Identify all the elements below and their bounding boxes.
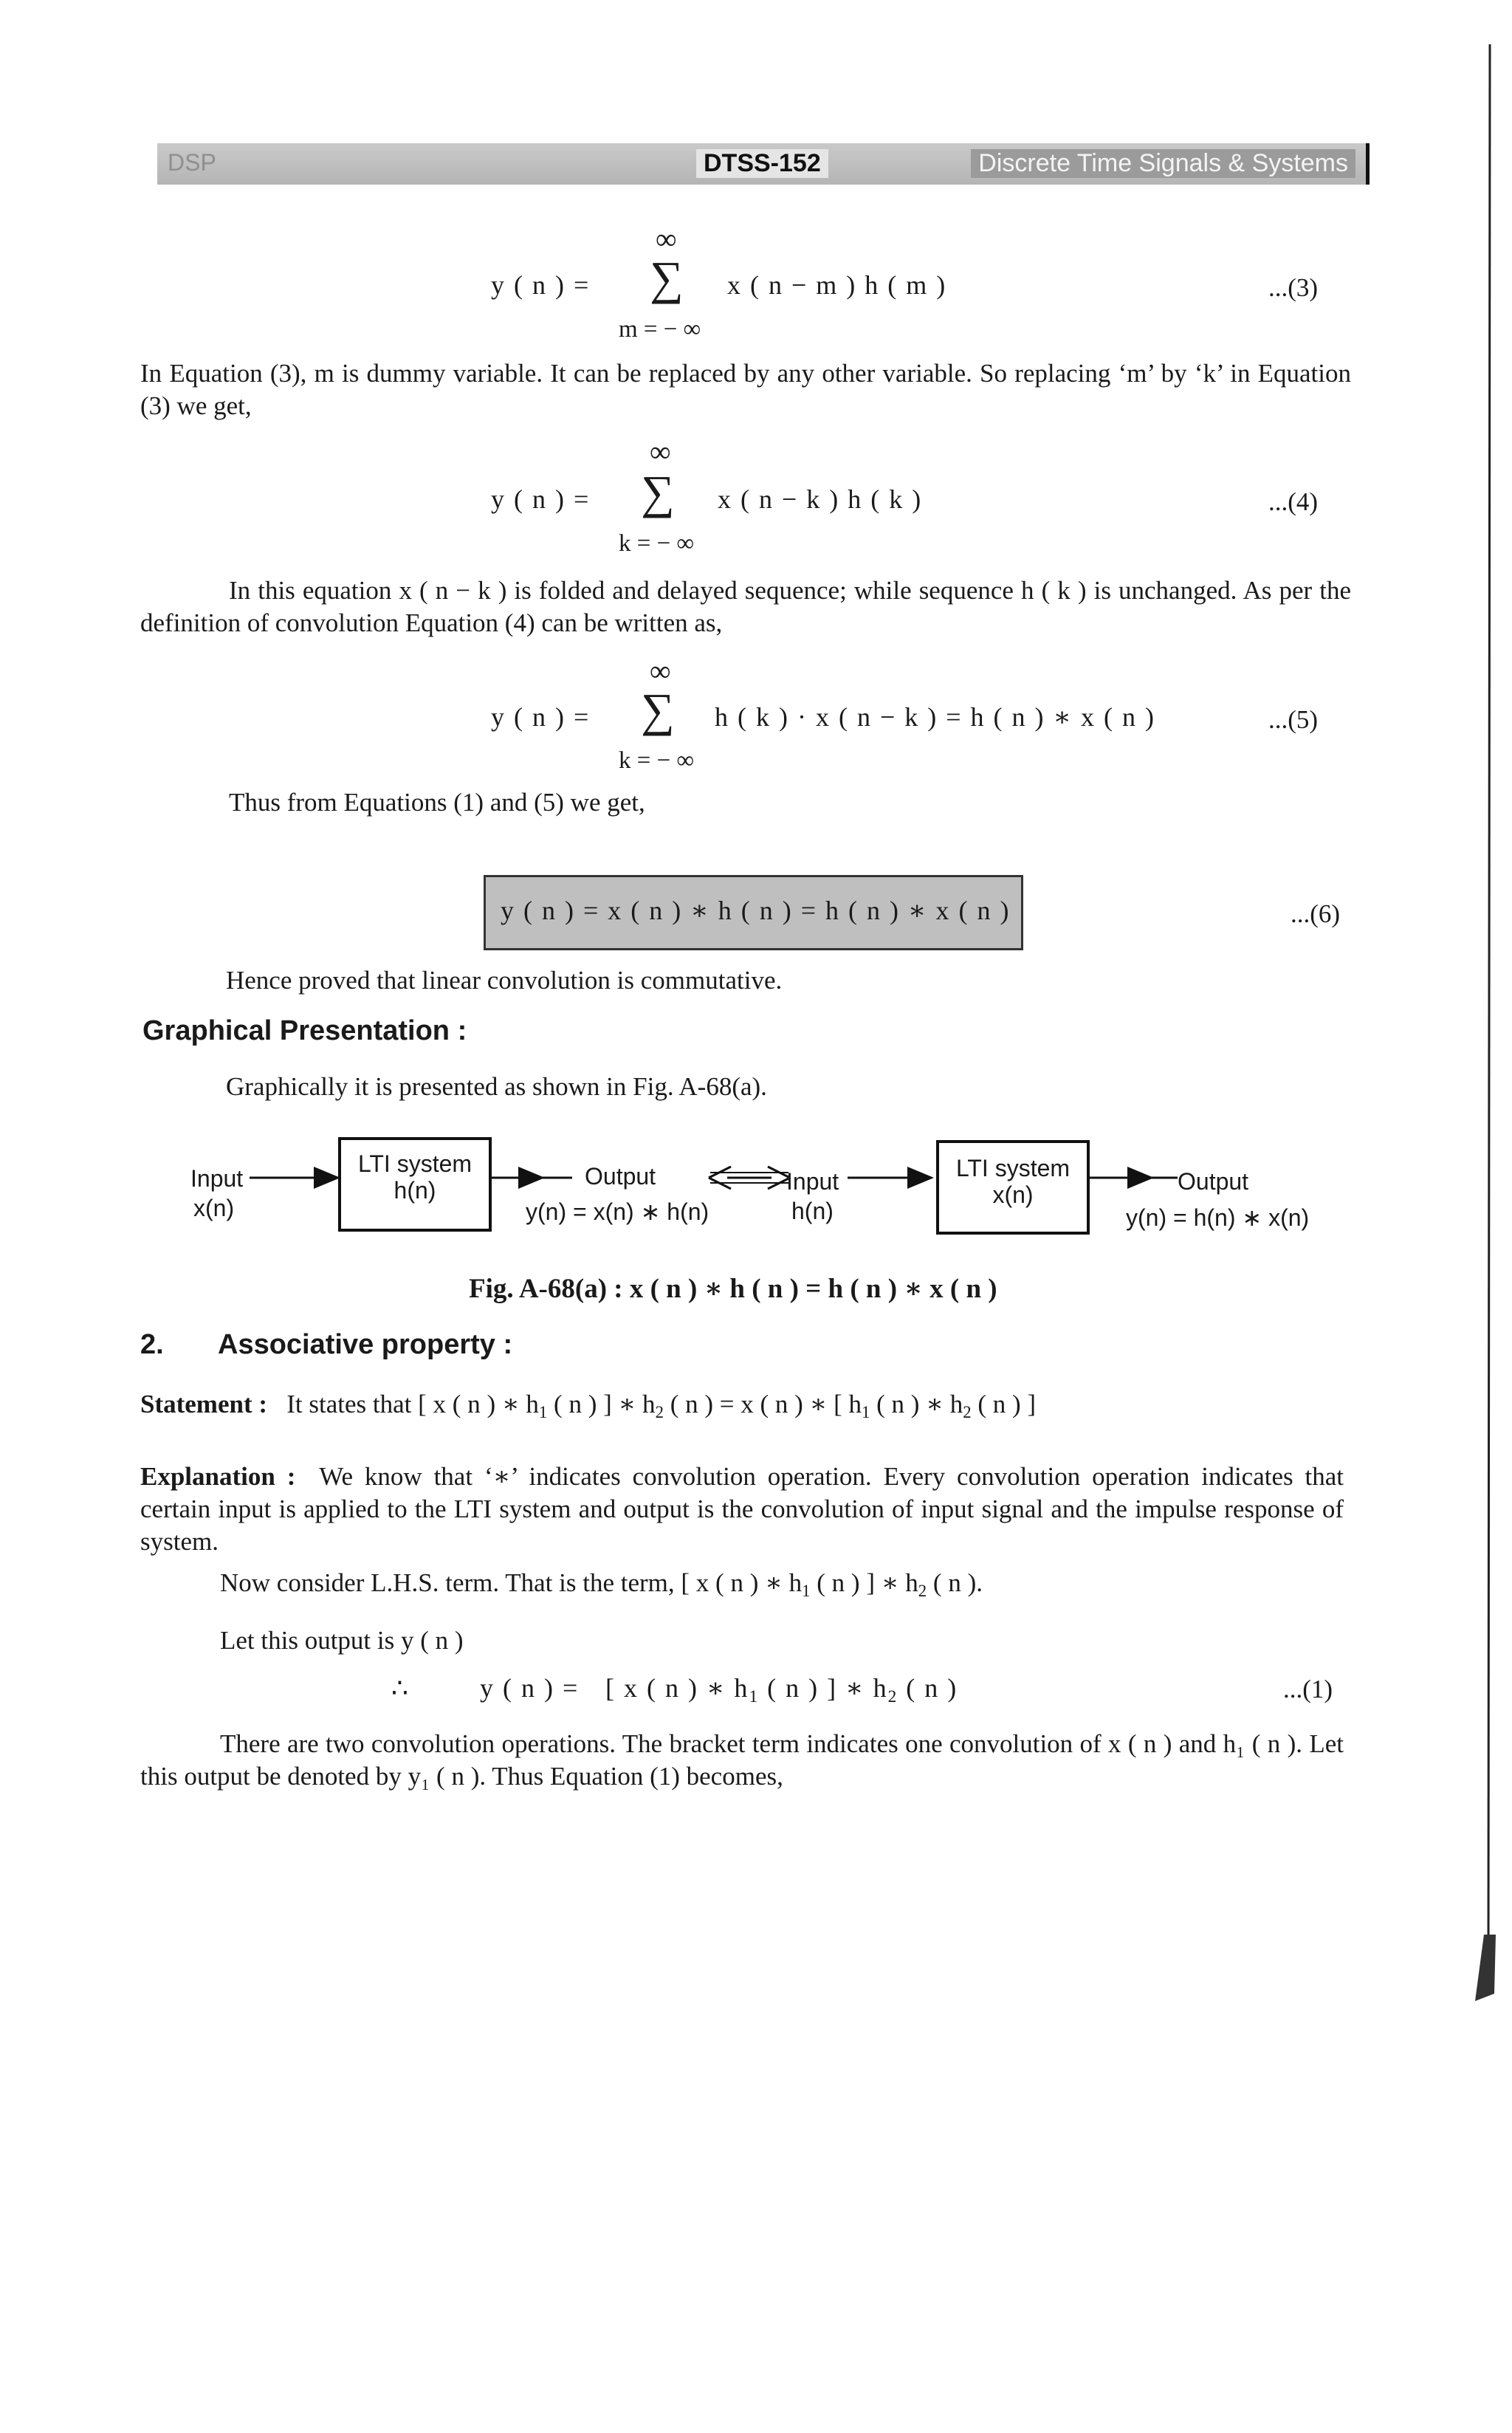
paragraph-1: In Equation (3), m is dummy variable. It can be replaced by any other variable. So replacing ‘m’ by ‘k’ in Equation (3) we get, [140,359,1351,420]
binding-edge-shadow [1469,44,1499,2001]
statement-line: Statement : It states that [ x ( n ) ∗ $h_1$ ( n ) ] ∗ $h_2$ ( n ) = x ( n ) ∗ [ $h_1$ ( n ) ∗ $h_2$ ( n ) ] [140,1390,1037,1421]
eq4-lhs: y ( n ) = [491,484,591,514]
left-output-label: Output [585,1163,656,1190]
section-number: 2. [140,1329,164,1360]
sum-upper-limit: ∞ [650,435,671,468]
page-header [157,143,1370,185]
eq4-number: ...(4) [1268,487,1319,516]
right-box-line-1: LTI system [955,1155,1071,1181]
left-input-signal: x(n) [193,1195,235,1221]
eq6-number: ...(6) [1291,899,1341,928]
eq3-limit: m = − ∞ [619,316,701,343]
eq5-number: ...(5) [1268,705,1319,734]
paragraph-6: Now consider L.H.S. term. That is the term, [ x ( n ) ∗ $h_1$ ( n ) ] ∗ $h_2$ ( n ). [220,1568,983,1600]
therefore-symbol: ∴ [391,1673,410,1703]
paragraph-5: Graphically it is presented as shown in Fig. A-68(a). [226,1072,767,1101]
explanation-paragraph [140,1461,1344,1558]
right-input-signal: h(n) [791,1198,834,1224]
figure-caption: Fig. A-68(a) : x ( n ) ∗ h ( n ) = h ( n ) ∗ x ( n ) [469,1274,997,1304]
sigma-symbol: ∑ [650,252,684,304]
paragraph-6-text: Now consider L.H.S. term. That is the term, [220,1568,675,1597]
eq-assoc-number: ...(1) [1283,1675,1333,1703]
paragraph-7: Let this output is y ( n ) [220,1626,464,1655]
explanation-label: Explanation : [140,1462,296,1491]
right-output-label: Output [1178,1168,1249,1195]
eq4-body: x ( n − k ) h ( k ) [718,484,923,514]
statement-label: Statement : [140,1390,268,1418]
eq5-lhs: y ( n ) = [491,702,591,732]
explanation-text: We know that ‘∗’ indicates convolution operation. Every convolution operation indicates that certain input is applied to the LTI system and output is the convolution of input signal and the impulse response of system. [140,1462,1344,1556]
sum-upper-limit: ∞ [656,222,677,255]
eq-assoc-rhs: [ x ( n ) ∗ $h_1$ ( n ) ] ∗ $h_2$ ( n ) [605,1673,958,1707]
eq5-limit: k = − ∞ [619,747,694,774]
boxed-equation-6 [484,875,1023,950]
paragraph-4: Hence proved that linear convolution is commutative. [226,966,783,995]
commutative-diagram [0,1130,1512,1270]
eq5-body: h ( k ) · x ( n − k ) = h ( n ) ∗ x ( n ) [715,702,1155,732]
right-lti-box [936,1140,1090,1235]
right-box-line-2: x(n) [992,1181,1034,1208]
sigma-symbol: ∑ [641,684,675,736]
sigma-symbol: ∑ [641,466,675,518]
paragraph-3: Thus from Equations (1) and (5) we get, [229,788,645,817]
eq4-limit: k = − ∞ [619,530,694,557]
paragraph-8: There are two convolution operations. The bracket term indicates one convolution of x ( n ) and h₁ ( n ). Let this output be denoted by y₁ ( n ). Thus Equation (1) becomes, [140,1729,1344,1791]
right-input-label: Input [786,1168,839,1195]
section-title: Associative property : [218,1329,513,1360]
sum-upper-limit: ∞ [650,654,671,687]
eq3-lhs: y ( n ) = [491,270,591,300]
left-output-equation: y(n) = x(n) ∗ h(n) [526,1198,709,1225]
left-box-line-1: LTI system [357,1150,472,1177]
paragraph-2: In this equation x ( n − k ) is folded and delayed sequence; while sequence h ( k ) is unchanged. As per the definition of convolution Equation (4) can be written as, [140,576,1351,637]
eq3-body: x ( n − m ) h ( m ) [727,270,947,300]
left-input-label: Input [190,1165,244,1192]
header-center: DTSS-152 [696,149,828,178]
heading-graphical-presentation: Graphical Presentation : [142,1015,467,1046]
left-lti-box [338,1137,492,1232]
left-box-line-2: h(n) [394,1177,436,1204]
eq-assoc-lhs: y ( n ) = [480,1673,580,1703]
eq6-body: y ( n ) = x ( n ) ∗ h ( n ) = h ( n ) ∗ x ( n ) [501,896,1011,925]
right-output-equation: y(n) = h(n) ∗ x(n) [1126,1204,1310,1231]
header-right: Discrete Time Signals & Systems [971,149,1355,178]
header-left: DSP [168,149,216,176]
eq3-number: ...(3) [1268,273,1319,302]
